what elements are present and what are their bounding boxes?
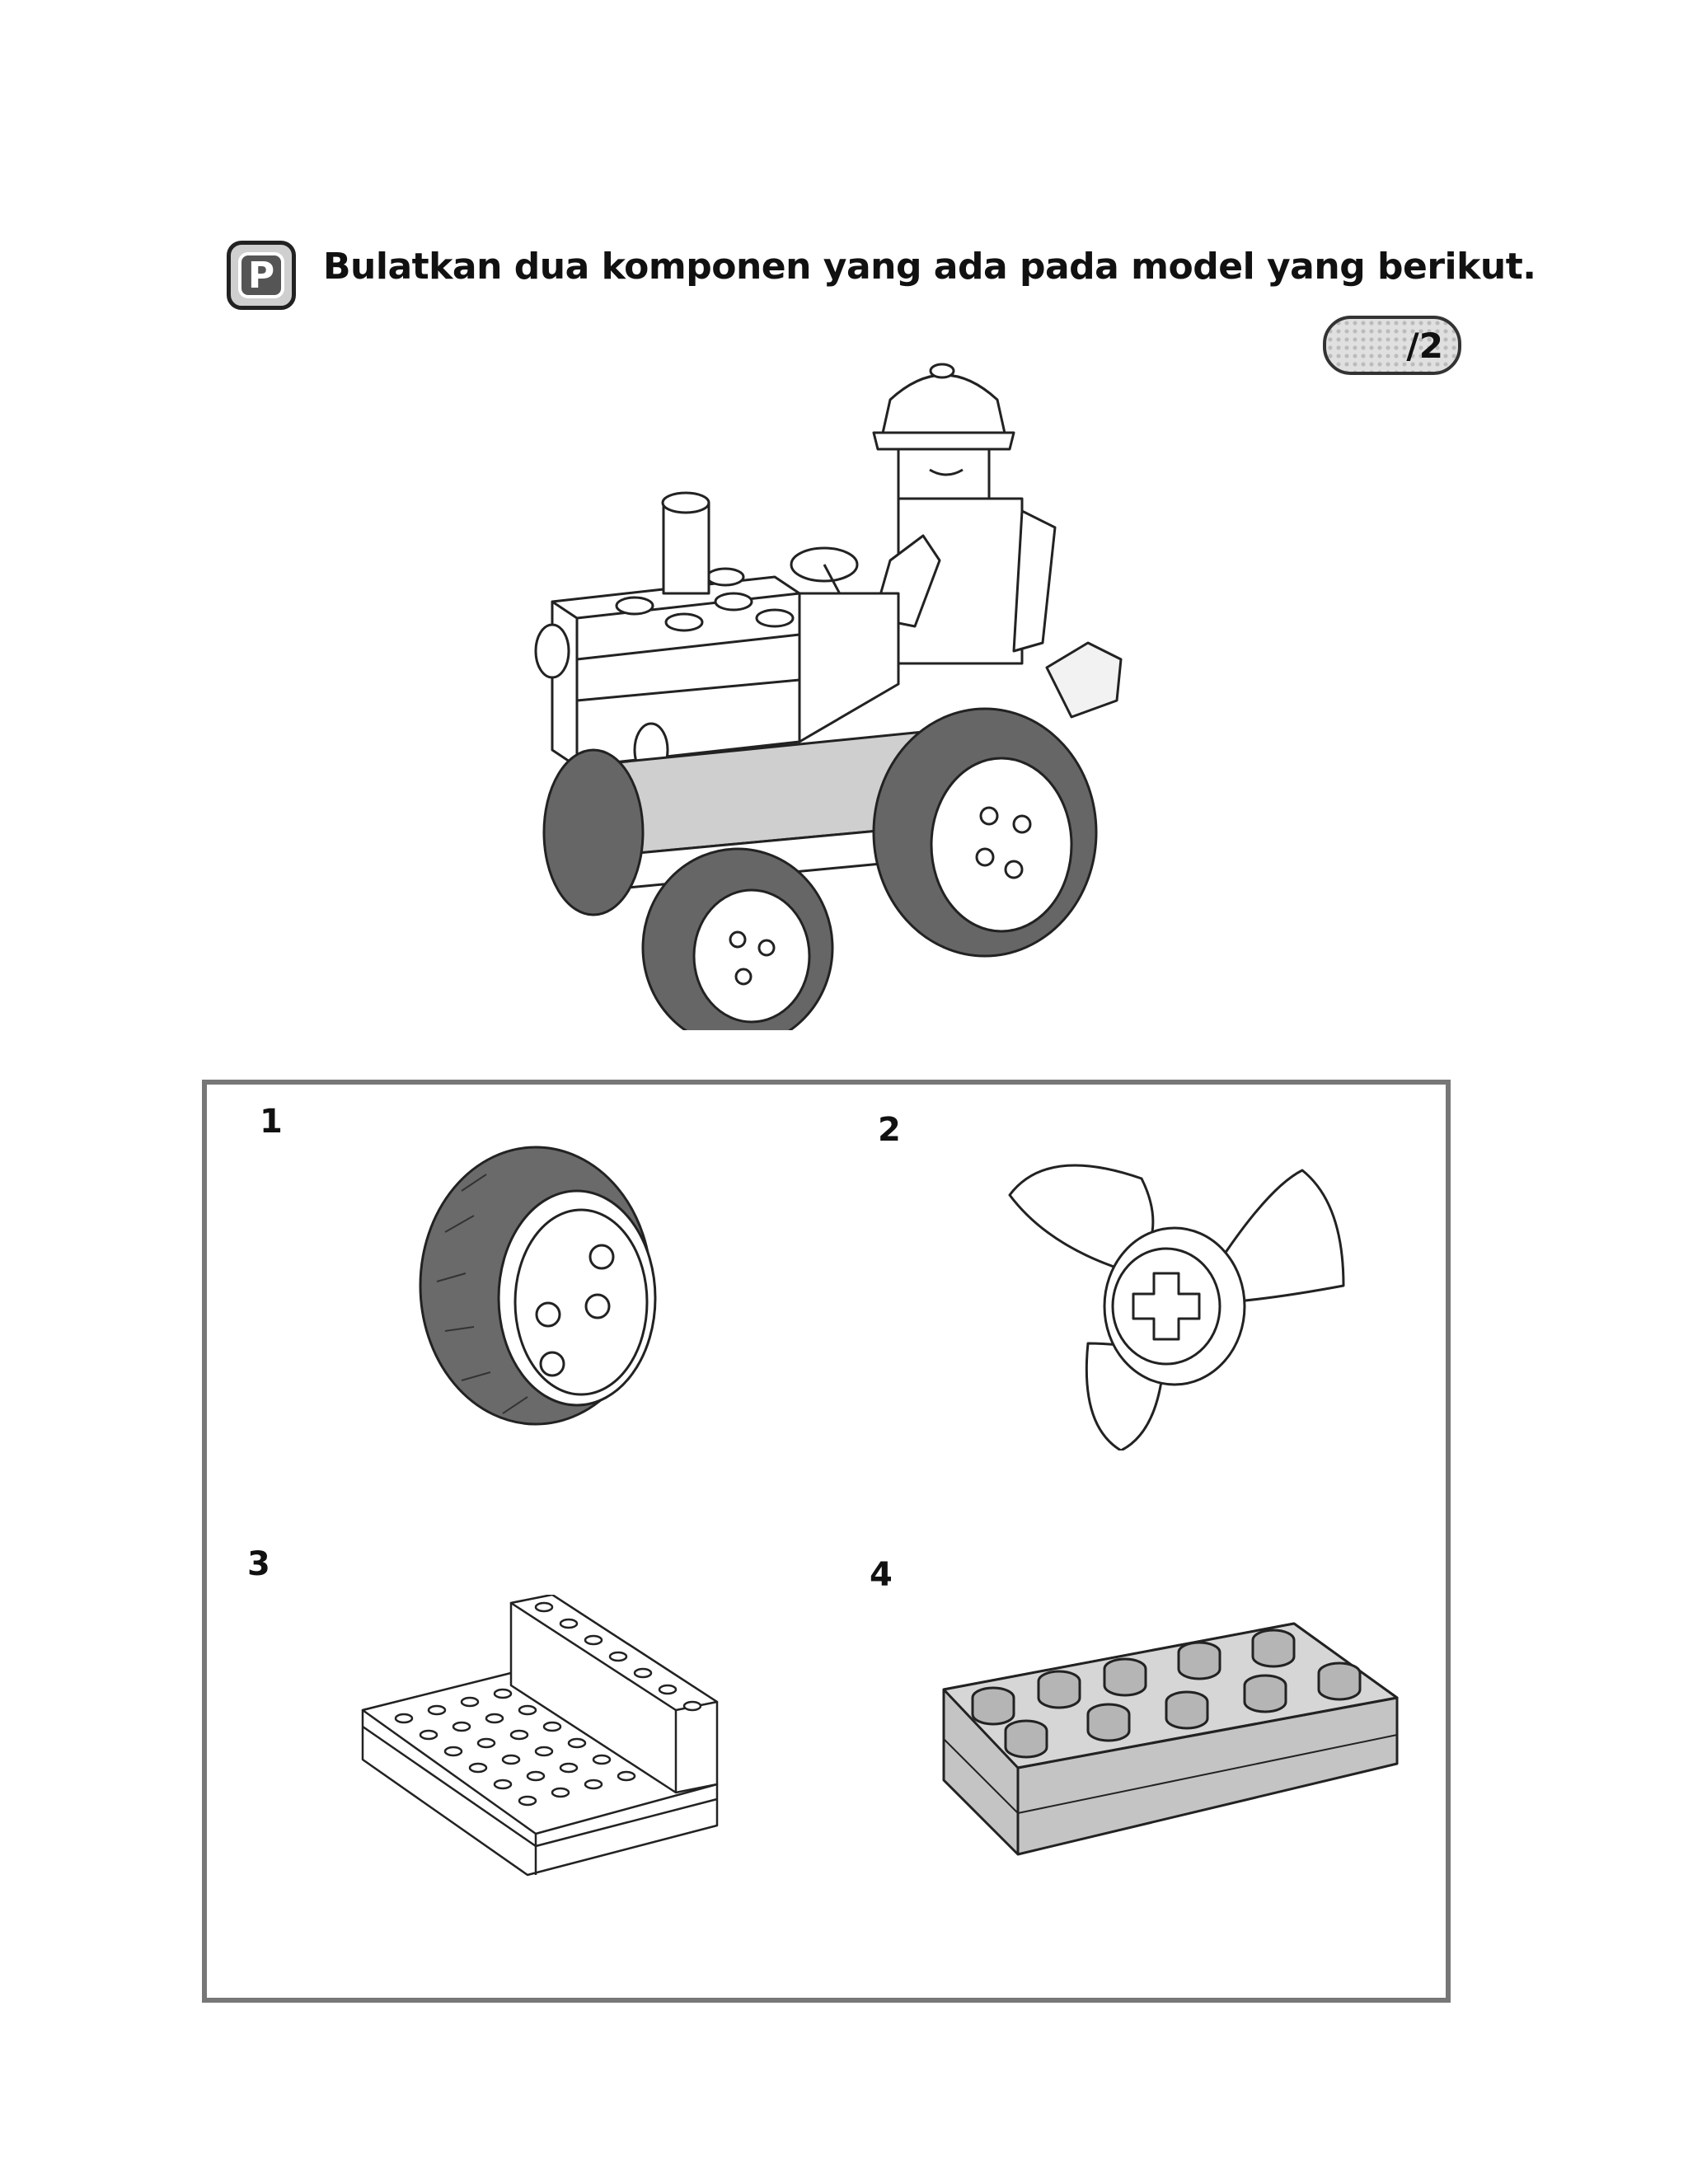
option-3-number: 3 [247,1545,270,1583]
tractor-model-illustration [528,354,1170,1030]
brick-icon[interactable] [940,1607,1401,1863]
score-box [1323,316,1461,375]
propeller-icon[interactable] [997,1154,1352,1451]
p-badge-letter: P [238,252,284,298]
option-4-number: 4 [870,1556,893,1594]
p-badge [227,241,296,310]
base-plate-icon[interactable] [354,1595,725,1883]
score-text: /2 [1406,325,1443,366]
wheel-icon[interactable] [412,1141,692,1430]
question-text: Bulatkan dua komponen yang ada pada model yang berikut. [323,246,1536,288]
option-2-number: 2 [878,1111,901,1149]
option-1-number: 1 [260,1103,283,1141]
